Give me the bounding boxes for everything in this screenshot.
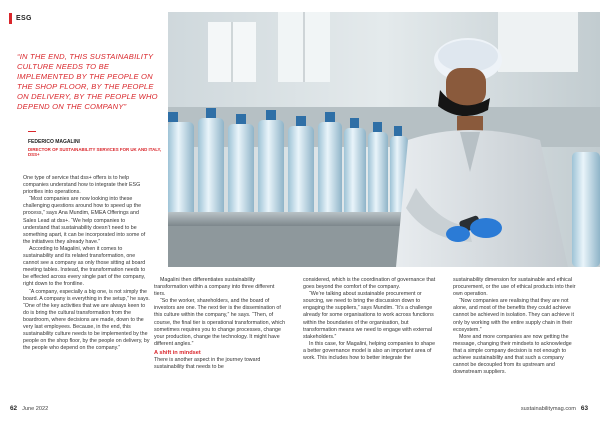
paragraph: Magalini then differentiates sustainability transformation within a company into three different tiers. — [154, 277, 275, 298]
paragraph: According to Magalini, when it comes to sustainability and its related transformation, one cannot see a company as only those sitting at board meeting tables. Instead, the transformation needs to be effected across every single part of the company, right down to the frontline. — [23, 245, 146, 288]
paragraph: “Most companies are now looking into these challenging questions around how to speed up the process,” says Ana Mundim, EMEA Offerings and Sales Lead at dss+. “We help companies to understand that sustainability doesn’t need to be something apart, it can be incorporated into some of the initiatives they already have.” — [23, 196, 146, 245]
section-label: ESG — [16, 15, 32, 22]
footer-left — [10, 405, 48, 412]
article-column-3 — [303, 277, 438, 362]
page-number-left: 62 — [10, 405, 18, 412]
paragraph: “A company, especially a big one, is not simply the board. A company is everything in the setup,” he says. “One of the key activities that we are always keen to do is bring the cultural transformation from the boardroom, where decisions are made, down to the very last employees. Because, in the end, this sustainability culture needs to be implemented by the people on the shop floor, by the people on delivery, by the people who depend on the company.” — [23, 288, 150, 352]
site-url: sustainabilitymag.com — [520, 405, 576, 412]
article-column-4 — [453, 277, 581, 376]
section-tag — [9, 13, 32, 24]
paragraph: sustainability dimension for sustainable and ethical procurement, or the use of ethical products into their own operation. — [453, 277, 576, 298]
article-column-2 — [154, 277, 286, 371]
issue-date: June 2022 — [22, 405, 49, 412]
paragraph: More and more companies are now getting the message, changing their mindsets to acknowledge that a simple company decision is not enough to achieve sustainability and that such a company cannot be decoupled from its upstream and downstream suppliers. — [453, 333, 572, 376]
feature-photo — [168, 12, 600, 267]
paragraph: “So the worker, shareholders, and the board of investors are one. The next tier is the dissemination of this culture within the company,” he says. “Then, of course, the final tier is operational transformation, which sometimes requires you to change processes, change your production, change the technology. It might have different angles.” — [154, 298, 286, 347]
paragraph: There is another aspect in the journey toward sustainability that needs to be — [154, 357, 261, 371]
paragraph: In this case, for Magalini, helping companies to shape a better governance model is also an important area of work. This includes how to better integrate the — [303, 340, 436, 362]
attribution-role: DIRECTOR OF SUSTAINABILITY SERVICES FOR UK AND ITALY, DSS+ — [28, 146, 162, 158]
pull-quote: “IN THE END, THIS SUSTAINABILITY CULTURE NEEDS TO BE IMPLEMENTED BY THE PEOPLE ON THE SHOP FLOOR, BY THE PEOPLE ON DELIVERY, BY THE PEOPLE WHO DEPEND ON THE COMPANY” — [17, 52, 158, 111]
paragraph: “Now companies are realising that they are not alone, and most of the benefits they could achieve cannot be achieved in isolation. They can achieve it only by working with the entire supply chain in their ecosystem.” — [453, 298, 574, 333]
paragraph: One type of service that dss+ offers is to help companies understand how to integrate their ESG priorities into operations. — [23, 175, 141, 196]
footer-right — [521, 405, 588, 412]
page-number-right: 63 — [580, 405, 588, 412]
pull-quote-attribution — [28, 140, 168, 158]
pull-quote-divider — [28, 131, 36, 132]
paragraph: considered, which is the coordination of governance that goes beyond the comfort of the company. — [303, 277, 436, 291]
section-accent-bar — [9, 13, 12, 24]
paragraph: “We’re talking about sustainable procurement or sourcing, we need to bring the discussion down to engaging the suppliers,” says Mundim. “It’s a challenge already for some organisations to work across functions within the boundaries of the organisation, but transformation means we need to engage with external stakeholders.” — [303, 291, 434, 340]
subheading: A shift in mindset — [154, 349, 201, 356]
attribution-name: FEDERICO MAGALINI — [28, 139, 80, 145]
article-column-1 — [23, 175, 152, 352]
factory-worker-photo — [168, 12, 600, 267]
